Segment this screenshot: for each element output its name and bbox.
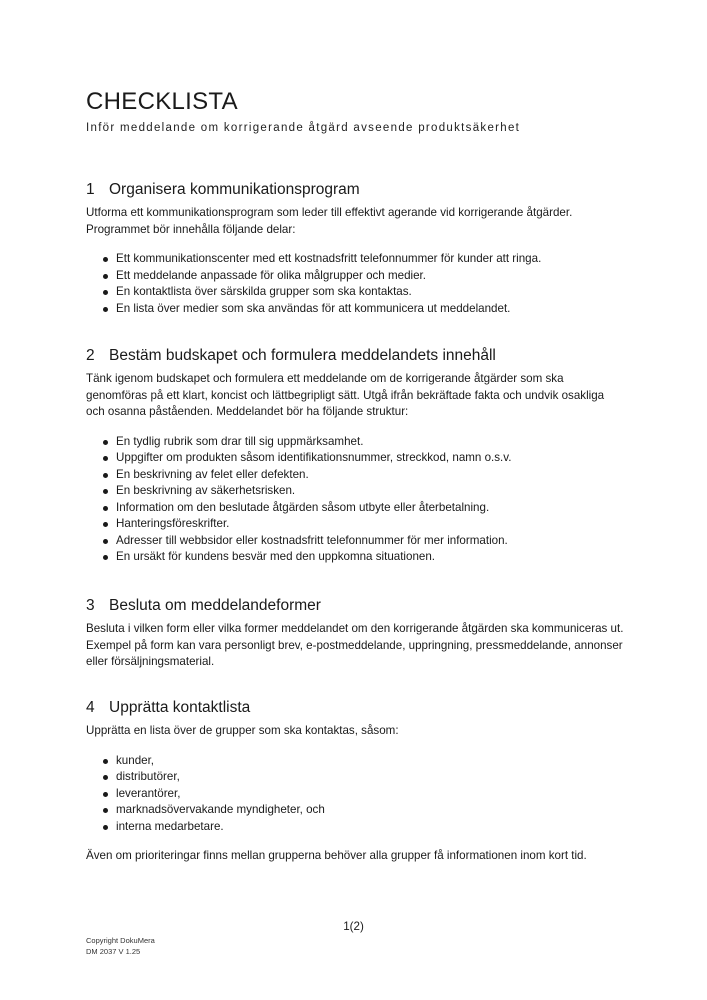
section-title: Organisera kommunikationsprogram <box>109 181 360 198</box>
section-title: Bestäm budskapet och formulera meddelandets innehåll <box>109 347 496 364</box>
bullet-list <box>86 753 626 836</box>
section-contact-list <box>86 699 626 865</box>
list-item <box>86 786 626 803</box>
list-item-text: Information om den beslutade åtgärden såsom utbyte eller återbetalning. <box>116 500 490 514</box>
bullet-icon <box>103 555 108 560</box>
section-number: 2 <box>86 347 95 364</box>
section-message-content <box>86 347 626 566</box>
bullet-icon <box>103 808 108 813</box>
list-item <box>86 483 626 500</box>
bullet-icon <box>103 792 108 797</box>
list-item <box>86 268 626 285</box>
bullet-icon <box>103 775 108 780</box>
section-body: Utforma ett kommunikationsprogram som leder till effektivt agerande vid korrigerande åtgärder. Programmet bör innehålla följande delar: <box>86 206 573 236</box>
bullet-icon <box>103 290 108 295</box>
section-message-forms <box>86 597 626 671</box>
section-title: Besluta om meddelandeformer <box>109 597 321 614</box>
list-item-text: marknadsövervakande myndigheter, och <box>116 803 325 816</box>
bullet-list <box>86 251 626 317</box>
section-body: Tänk igenom budskapet och formulera ett meddelande om de korrigerande åtgärder som ska genomföras på ett klart, koncist och lättbegripligt sätt. Utgå ifrån bekräftade fakta och undvik osakliga och osanna påståenden. Meddelandet bör ha följande struktur: <box>86 372 605 418</box>
section-heading <box>86 347 626 365</box>
page-number: 1(2) <box>343 920 364 933</box>
bullet-icon <box>103 307 108 312</box>
bullet-list <box>86 434 626 566</box>
section-body: Upprätta en lista över de grupper som ska kontaktas, såsom: <box>86 724 399 737</box>
section-closing-text: Även om prioriteringar finns mellan grupperna behöver alla grupper få informationen inom kort tid. <box>86 849 587 862</box>
list-item-text: En kontaktlista över särskilda grupper som ska kontaktas. <box>116 285 412 298</box>
list-item <box>86 467 626 484</box>
bullet-icon <box>103 539 108 544</box>
list-item-text: En tydlig rubrik som drar till sig uppmärksamhet. <box>116 434 364 448</box>
list-item <box>86 769 626 786</box>
document-id: DM 2037 V 1.25 <box>86 946 141 956</box>
section-heading <box>86 699 626 717</box>
bullet-icon <box>103 489 108 494</box>
list-item-text: Hanteringsföreskrifter. <box>116 517 230 530</box>
copyright-text: Copyright DokuMera <box>86 936 155 945</box>
list-item-text: Ett meddelande anpassade för olika målgrupper och medier. <box>116 268 426 282</box>
list-item <box>86 533 626 550</box>
list-item-text: Uppgifter om produkten såsom identifikationsnummer, streckkod, namn o.s.v. <box>116 451 512 464</box>
bullet-icon <box>103 506 108 511</box>
list-item <box>86 251 626 268</box>
list-item-text: kunder, <box>116 753 155 767</box>
list-item <box>86 819 626 836</box>
list-item-text: En beskrivning av säkerhetsrisken. <box>116 484 296 497</box>
list-item-text: interna medarbetare. <box>116 819 224 833</box>
list-item <box>86 434 626 451</box>
bullet-icon <box>103 274 108 279</box>
list-item-text: En lista över medier som ska användas för att kommunicera ut meddelandet. <box>116 301 511 315</box>
list-item <box>86 549 626 566</box>
bullet-icon <box>103 759 108 764</box>
list-item-text: En ursäkt för kundens besvär med den uppkomna situationen. <box>116 550 436 563</box>
footer <box>86 936 155 957</box>
bullet-icon <box>103 825 108 830</box>
list-item-text: En beskrivning av felet eller defekten. <box>116 467 309 481</box>
section-title: Upprätta kontaktlista <box>109 699 251 716</box>
bullet-icon <box>103 522 108 527</box>
bullet-icon <box>103 456 108 461</box>
list-item <box>86 450 626 467</box>
bullet-icon <box>103 257 108 262</box>
document-subtitle: Inför meddelande om korrigerande åtgärd avseende produktsäkerhet <box>86 122 521 134</box>
list-item <box>86 753 626 770</box>
list-item <box>86 802 626 819</box>
document-title: CHECKLISTA <box>86 88 238 115</box>
list-item <box>86 301 626 318</box>
section-body: Besluta i vilken form eller vilka former meddelandet om den korrigerande åtgärden ska kommuniceras ut. Exempel på form kan vara personligt brev, e-postmeddelande, uppringning, pressmeddelande, annonser eller försäljningsmaterial. <box>86 622 624 668</box>
section-number: 1 <box>86 181 95 198</box>
section-heading <box>86 597 626 615</box>
list-item-text: leverantörer, <box>116 786 181 800</box>
list-item <box>86 500 626 517</box>
section-number: 3 <box>86 597 95 614</box>
bullet-icon <box>103 440 108 445</box>
list-item <box>86 516 626 533</box>
list-item-text: distributörer, <box>116 770 180 783</box>
list-item-text: Ett kommunikationscenter med ett kostnadsfritt telefonnummer för kunder att ringa. <box>116 252 542 265</box>
section-heading <box>86 181 626 199</box>
bullet-icon <box>103 473 108 478</box>
list-item-text: Adresser till webbsidor eller kostnadsfritt telefonnummer för mer information. <box>116 533 508 547</box>
section-organize-communication <box>86 181 626 317</box>
list-item <box>86 284 626 301</box>
section-number: 4 <box>86 699 95 716</box>
